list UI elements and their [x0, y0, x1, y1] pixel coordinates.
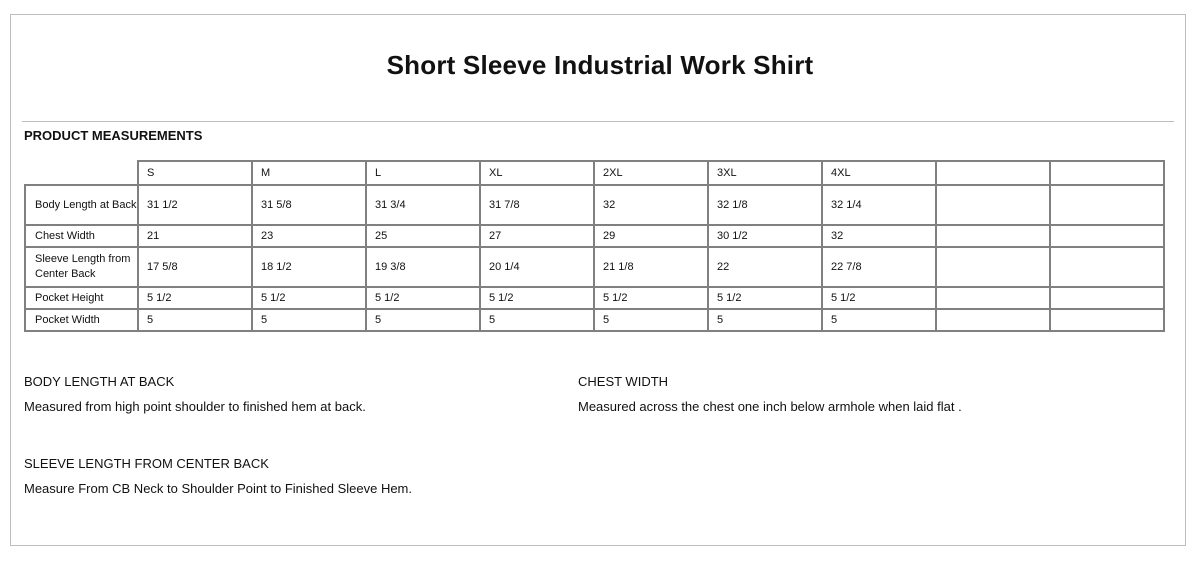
table-cell: 30 1/2: [708, 225, 822, 247]
table-header-row: [25, 161, 1164, 185]
table-cell: 5: [594, 309, 708, 331]
table-row: [25, 225, 1164, 247]
table-cell: 31 3/4: [366, 185, 480, 225]
row-label: Body Length at Back: [25, 185, 138, 225]
table-cell: 22: [708, 247, 822, 287]
definition-text: Measure From CB Neck to Shoulder Point to Finished Sleeve Hem.: [24, 481, 413, 496]
table-cell: 23: [252, 225, 366, 247]
table-cell: 5 1/2: [594, 287, 708, 309]
table-cell: 21: [138, 225, 252, 247]
size-header: 3XL: [708, 161, 822, 185]
header-divider: [22, 121, 1174, 122]
row-label: Pocket Height: [25, 287, 138, 309]
table-cell: 5 1/2: [708, 287, 822, 309]
definition-heading: BODY LENGTH AT BACK: [24, 374, 175, 389]
table-cell: 21 1/8: [594, 247, 708, 287]
table-cell: 18 1/2: [252, 247, 366, 287]
table-cell: 5 1/2: [480, 287, 594, 309]
table-cell: 22 7/8: [822, 247, 936, 287]
table-cell: 25: [366, 225, 480, 247]
table-cell: [1050, 247, 1164, 287]
table-cell: 20 1/4: [480, 247, 594, 287]
table-cell: 29: [594, 225, 708, 247]
table-cell: 32 1/8: [708, 185, 822, 225]
size-header: 2XL: [594, 161, 708, 185]
table-cell: [1050, 225, 1164, 247]
table-cell: [1050, 309, 1164, 331]
definition-text: Measured from high point shoulder to finished hem at back.: [24, 399, 366, 414]
definition-heading: SLEEVE LENGTH FROM CENTER BACK: [24, 456, 269, 471]
table-cell: [1050, 185, 1164, 225]
size-header: [1050, 161, 1164, 185]
table-cell: 5: [708, 309, 822, 331]
table-cell: 32 1/4: [822, 185, 936, 225]
table-cell: 5 1/2: [252, 287, 366, 309]
table-cell: 5 1/2: [822, 287, 936, 309]
size-header: S: [138, 161, 252, 185]
table-cell: 31 1/2: [138, 185, 252, 225]
size-header: [936, 161, 1050, 185]
size-header: XL: [480, 161, 594, 185]
section-heading: PRODUCT MEASUREMENTS: [24, 128, 203, 143]
definition-body-length: [24, 374, 366, 414]
table-row: [25, 287, 1164, 309]
table-cell: [1050, 287, 1164, 309]
table-cell: 5: [366, 309, 480, 331]
table-row: [25, 247, 1164, 287]
table-cell: 31 7/8: [480, 185, 594, 225]
definition-text: Measured across the chest one inch below armhole when laid flat .: [578, 399, 962, 414]
table-row: [25, 309, 1164, 331]
table-cell: 5: [480, 309, 594, 331]
definition-chest-width: [578, 374, 962, 414]
table-row: [25, 185, 1164, 225]
table-cell: 5 1/2: [138, 287, 252, 309]
table-cell: 27: [480, 225, 594, 247]
table-cell: 32: [594, 185, 708, 225]
row-label: Pocket Width: [25, 309, 138, 331]
table-cell: [936, 287, 1050, 309]
page-title: Short Sleeve Industrial Work Shirt: [386, 50, 814, 80]
table-cell: 19 3/8: [366, 247, 480, 287]
table-cell: 32: [822, 225, 936, 247]
table-cell: [936, 309, 1050, 331]
table-cell: 5: [822, 309, 936, 331]
measurements-table: [24, 160, 1165, 332]
table-cell: [936, 247, 1050, 287]
table-cell: 17 5/8: [138, 247, 252, 287]
table-cell: 5: [138, 309, 252, 331]
table-cell: 5: [252, 309, 366, 331]
table-cell: [936, 225, 1050, 247]
header-corner-cell: [25, 161, 138, 185]
row-label: Sleeve Length from Center Back: [25, 247, 138, 287]
size-header: L: [366, 161, 480, 185]
table-cell: 31 5/8: [252, 185, 366, 225]
definition-heading: CHEST WIDTH: [578, 374, 669, 389]
size-header: M: [252, 161, 366, 185]
size-header: 4XL: [822, 161, 936, 185]
row-label: Chest Width: [25, 225, 138, 247]
table-cell: 5 1/2: [366, 287, 480, 309]
definition-sleeve-length: [24, 456, 412, 496]
table-cell: [936, 185, 1050, 225]
